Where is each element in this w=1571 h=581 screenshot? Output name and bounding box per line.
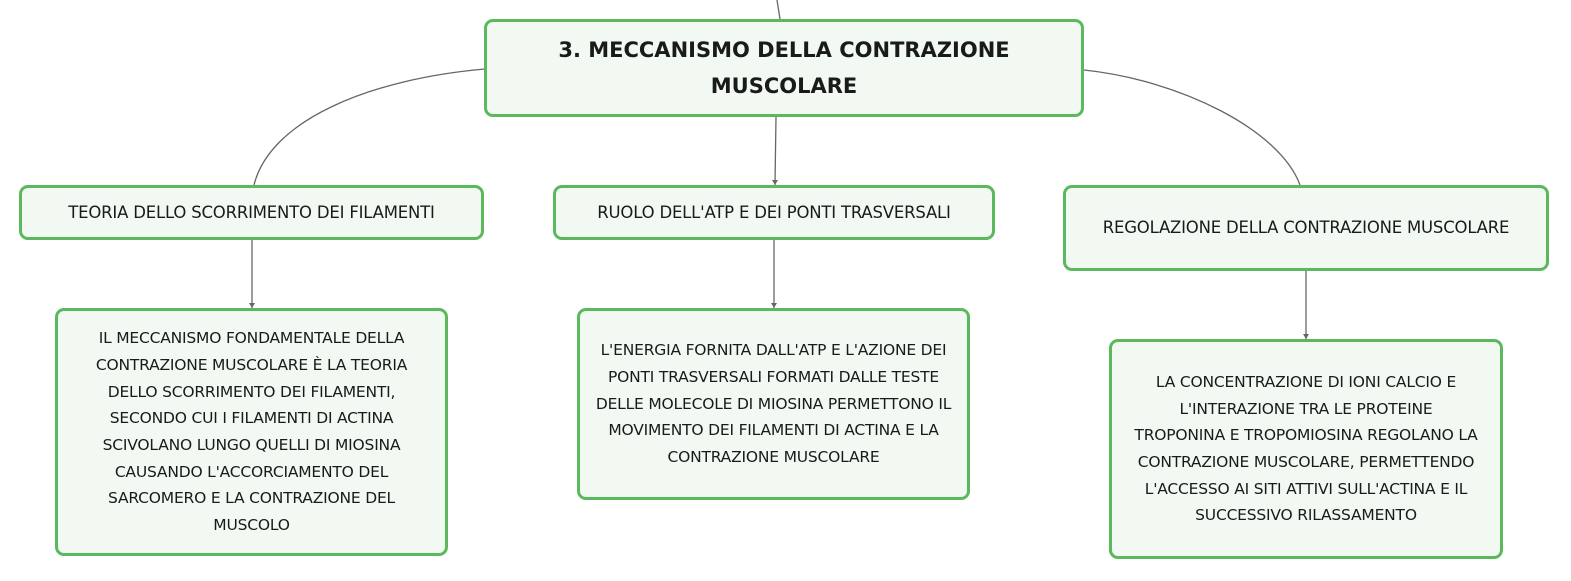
connector-main-to-branch-1 xyxy=(254,69,485,185)
detail-node-regulation[interactable] xyxy=(1109,339,1503,559)
connector-main-to-branch-2 xyxy=(775,117,776,185)
connector-main-to-branch-3 xyxy=(1084,70,1300,185)
detail-text: IL MECCANISMO FONDAMENTALE DELLA CONTRAZIONE MUSCOLARE È LA TEORIA DELLO SCORRIMENTO DEI FILAMENTI, SECONDO CUI I FILAMENTI DI ACTINA SCIVOLANO LUNGO QUELLI DI MIOSINA CAUSANDO L'ACCORCIAMENTO DEL SARCOMERO E LA CONTRAZIONE DEL MUSCOLO xyxy=(95,329,408,535)
branch-title: TEORIA DELLO SCORRIMENTO DEI FILAMENTI xyxy=(68,202,435,222)
branch-node-sliding-filament[interactable] xyxy=(19,185,484,240)
detail-node-atp-role[interactable] xyxy=(577,308,970,500)
detail-text: L'ENERGIA FORNITA DALL'ATP E L'AZIONE DEI PONTI TRASVERSALI FORMATI DALLE TESTE DELLE MOLECOLE DI MIOSINA PERMETTONO IL MOVIMENTO DEI FILAMENTI DI ACTINA E LA CONTRAZIONE MUSCOLARE xyxy=(595,341,952,467)
branch-title: REGOLAZIONE DELLA CONTRAZIONE MUSCOLARE xyxy=(1102,218,1510,237)
branch-node-regulation[interactable] xyxy=(1063,185,1549,271)
main-topic-node[interactable] xyxy=(484,19,1084,117)
detail-text: LA CONCENTRAZIONE DI IONI CALCIO E L'INTERAZIONE TRA LE PROTEINE TROPONINA E TROPOMIOSINA REGOLANO LA CONTRAZIONE MUSCOLARE, PERMETTENDO L'ACCESSO AI SITI ATTIVI SULL'ACTINA E IL SUCCESSIVO RILASSAMENTO xyxy=(1134,372,1478,525)
connector-parent-to-main xyxy=(777,0,780,19)
branch-title: RUOLO DELL'ATP E DEI PONTI TRASVERSALI xyxy=(597,202,951,222)
detail-node-sliding-filament[interactable] xyxy=(55,308,448,556)
branch-node-atp-role[interactable] xyxy=(553,185,995,240)
main-topic-label: 3. MECCANISMO DELLA CONTRAZIONE MUSCOLARE xyxy=(558,38,1010,98)
